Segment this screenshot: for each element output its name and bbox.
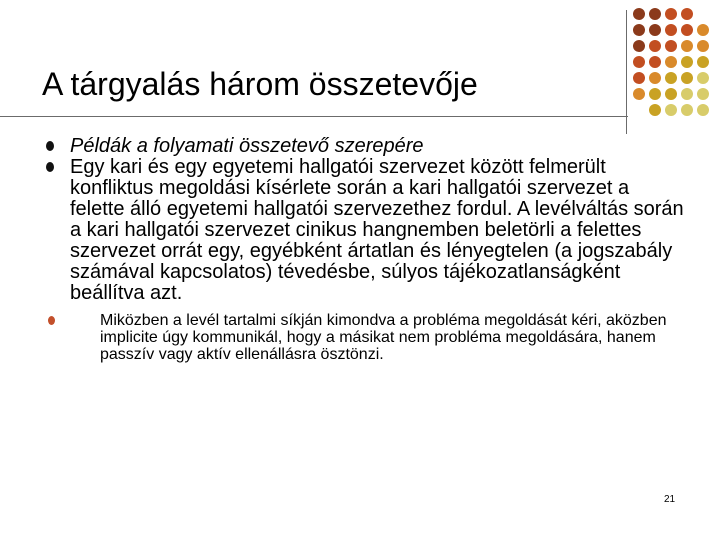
decor-dot [697,88,709,100]
decor-dot [649,24,661,36]
decor-dot [681,24,693,36]
decor-dot [697,72,709,84]
sub-bullet-item [100,312,700,363]
sub-bullet-list [46,312,700,363]
decor-dot [633,40,645,52]
decor-dot [697,56,709,68]
decor-dot [633,72,645,84]
decor-dot [633,24,645,36]
decor-dot [633,8,645,20]
title-divider-horizontal [0,116,628,117]
decor-dot [665,104,677,116]
decor-dot [649,8,661,20]
decor-dot [665,40,677,52]
decor-dot [649,72,661,84]
sub-bullet-text: Miközben a levél tartalmi síkján kimondva a probléma megoldását kéri, aközben implicite úgy kommunikál, hogy a másikat nem probléma megoldására, hanem passzív vagy aktív ellenállásra ösztönzi. [100,312,667,363]
decor-dot [665,56,677,68]
decor-dot [681,104,693,116]
bullet-text: Példák a folyamati összetevő szerepére [70,135,424,157]
bullet-text: Egy kari és egy egyetemi hallgatói szervezet között felmerült konfliktus megoldási kísérlete során a kari hallgatói szervezet a felette álló egyetemi hallgatói szervezethez fordul. A levélváltás során a kari hallgatói szervezet cinikus hangnemben beletörli a felettes szervezet orrát egy, egyébként ártatlan és lényegtelen (a jogszabály számával kapcsolatos) tévedésbe, súlyos tájékozatlanságként beállítva azt. [70,156,684,304]
decor-dot [633,56,645,68]
decor-dot [681,40,693,52]
bullet-dot-icon [46,141,54,151]
decor-dot [697,40,709,52]
decor-dot [681,72,693,84]
decor-dot [665,72,677,84]
decor-dot [633,88,645,100]
decor-dot [665,24,677,36]
decor-dot [681,56,693,68]
bullet-list [46,136,686,363]
decor-dot [649,56,661,68]
decor-dot [649,40,661,52]
decor-dot [649,104,661,116]
decor-dot [697,104,709,116]
slide-title: A tárgyalás három összetevője [42,66,478,102]
decor-dot [665,8,677,20]
bullet-item [46,136,686,157]
decor-dot [697,24,709,36]
decor-dot [681,8,693,20]
decor-dot [681,88,693,100]
sub-bullet-dot-icon [48,316,55,325]
bullet-item [46,157,686,304]
page-number: 21 [664,494,676,505]
bullet-dot-icon [46,162,54,172]
decor-dot [665,88,677,100]
title-divider-vertical [626,10,627,134]
decor-dot [649,88,661,100]
